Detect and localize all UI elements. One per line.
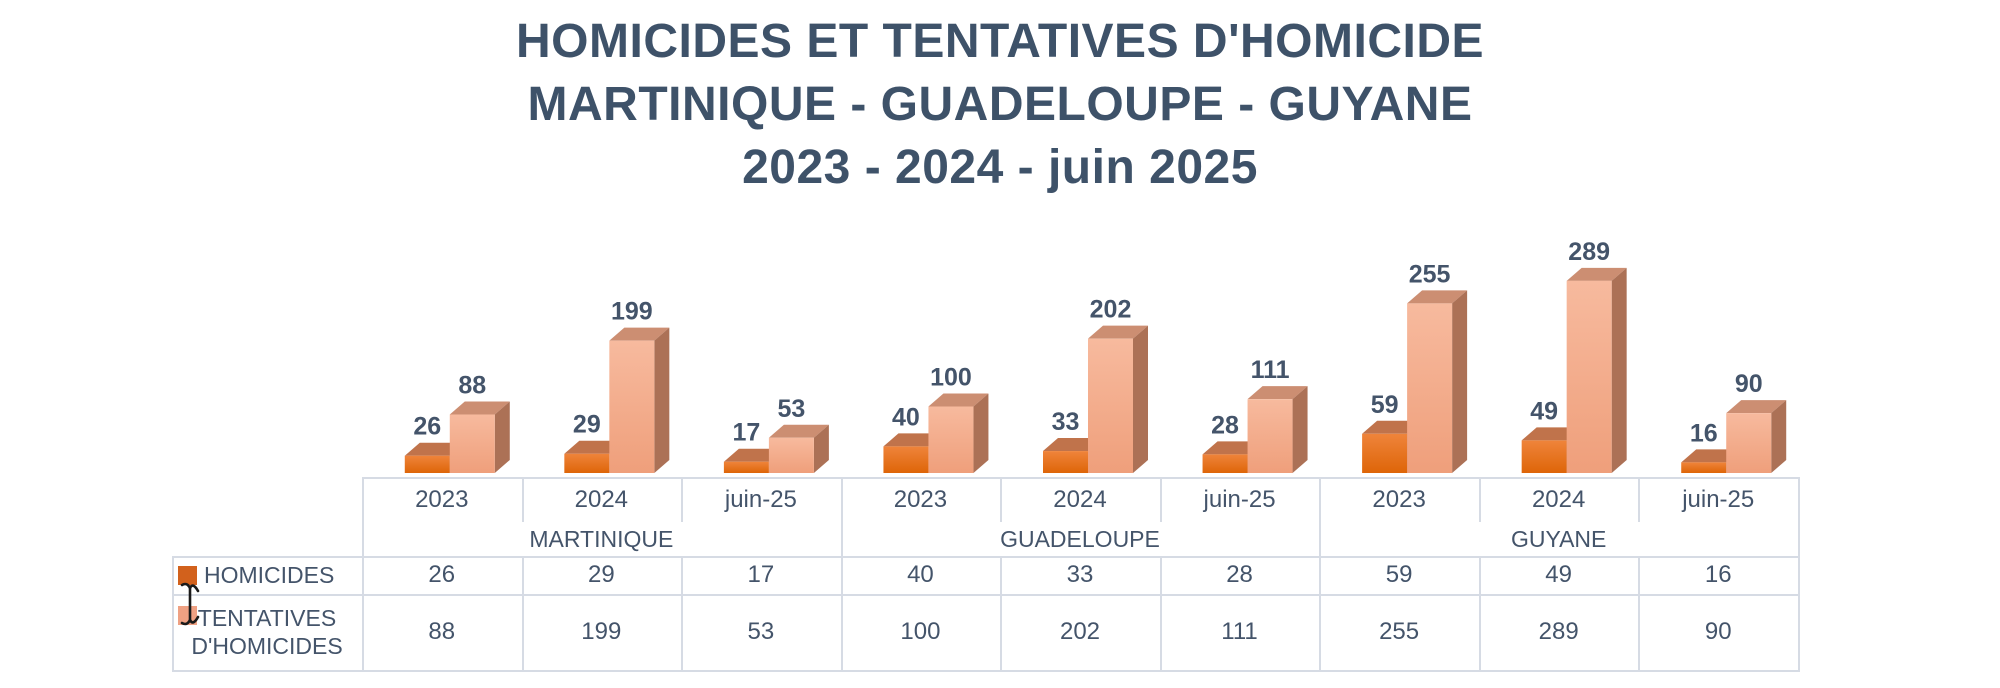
- tentatives-swatch-icon: [178, 606, 197, 625]
- bar-homicides-GUADELOUPE-2024[interactable]: [1043, 438, 1103, 473]
- table-cell-homicides-value[interactable]: 49: [1545, 561, 1572, 588]
- bar-homicides-MARTINIQUE-2024[interactable]: [564, 441, 624, 473]
- table-grid-line: [172, 670, 1800, 672]
- bar-tentatives-MARTINIQUE-juin-25[interactable]: [769, 425, 829, 473]
- bar-tentatives-GUYANE-juin-25[interactable]: [1726, 400, 1786, 473]
- table-cell-period[interactable]: 2023: [415, 485, 469, 513]
- bar-tentatives-MARTINIQUE-2024[interactable]: [609, 328, 669, 473]
- table-cell-homicides-value[interactable]: 28: [1226, 561, 1253, 588]
- bar-value-label: 16: [1689, 419, 1718, 448]
- chart-title: [0, 10, 2000, 199]
- table-cell-period[interactable]: 2023: [1372, 485, 1426, 513]
- chart-title-line2: MARTINIQUE - GUADELOUPE - GUYANE: [527, 78, 1473, 131]
- legend-item-tentatives[interactable]: [172, 594, 362, 670]
- table-cell-region-guyane[interactable]: GUYANE: [1510, 525, 1607, 552]
- bar-homicides-GUYANE-juin-25[interactable]: [1681, 449, 1741, 473]
- table-cell-tentatives-value[interactable]: 255: [1379, 618, 1420, 645]
- table-cell-period[interactable]: juin-25: [1203, 485, 1276, 513]
- table-cell-tentatives-value[interactable]: 289: [1538, 618, 1579, 645]
- bar-value-label: 29: [572, 410, 601, 439]
- bar-value-label: 28: [1211, 411, 1239, 440]
- bar-tentatives-GUYANE-2024[interactable]: [1567, 268, 1627, 473]
- table-cell-period[interactable]: juin-25: [724, 485, 797, 513]
- bar-value-label: 90: [1734, 370, 1763, 399]
- bar-value-label: 88: [458, 371, 487, 400]
- bar-tentatives-MARTINIQUE-2023[interactable]: [450, 401, 510, 473]
- table-cell-period[interactable]: 2024: [1053, 485, 1107, 513]
- bar-value-label: 40: [892, 403, 920, 432]
- bar-homicides-GUADELOUPE-juin-25[interactable]: [1203, 441, 1263, 473]
- bar-value-label: 289: [1568, 237, 1611, 266]
- bar-tentatives-GUYANE-2023[interactable]: [1407, 290, 1467, 473]
- table-cell-homicides-value[interactable]: 16: [1704, 561, 1732, 588]
- bar-value-label: 100: [930, 363, 972, 392]
- table-grid-line: [1798, 477, 1800, 672]
- table-cell-homicides-value[interactable]: 33: [1066, 561, 1094, 588]
- bar-tentatives-GUADELOUPE-2024[interactable]: [1088, 326, 1148, 473]
- bar-homicides-GUYANE-2024[interactable]: [1522, 427, 1582, 473]
- bar-tentatives-GUADELOUPE-juin-25[interactable]: [1248, 386, 1308, 473]
- legend-tentatives-label: TENTATIVES D'HOMICIDES: [191, 605, 343, 659]
- table-cell-period[interactable]: 2024: [1531, 485, 1586, 513]
- homicides-swatch-icon: [178, 566, 197, 585]
- bar-homicides-GUADELOUPE-2023[interactable]: [883, 433, 943, 473]
- bar-value-label: 33: [1051, 408, 1080, 437]
- table-cell-homicides-value[interactable]: 40: [907, 561, 934, 588]
- table-cell-tentatives-value[interactable]: 53: [747, 618, 775, 645]
- bar-value-label: 202: [1089, 295, 1132, 324]
- chart-title-line1: HOMICIDES ET TENTATIVES D'HOMICIDE: [516, 15, 1484, 68]
- legend-item-homicides[interactable]: [172, 556, 362, 594]
- table-cell-homicides-value[interactable]: 17: [747, 561, 775, 588]
- table-cell-period[interactable]: 2023: [893, 485, 948, 513]
- table-cell-homicides-value[interactable]: 29: [587, 561, 615, 588]
- table-cell-tentatives-value[interactable]: 111: [1221, 618, 1258, 645]
- bar-homicides-MARTINIQUE-2023[interactable]: [405, 443, 465, 473]
- bar-homicides-MARTINIQUE-juin-25[interactable]: [724, 449, 784, 473]
- bar-value-label: 53: [777, 394, 806, 423]
- bar-tentatives-GUADELOUPE-2023[interactable]: [928, 394, 988, 474]
- bar-value-label: 111: [1250, 356, 1290, 385]
- table-cell-tentatives-value[interactable]: 88: [428, 618, 456, 645]
- bar-value-label: 59: [1370, 390, 1399, 419]
- bar-value-label: 199: [610, 297, 653, 326]
- table-cell-region-martinique[interactable]: MARTINIQUE: [529, 525, 674, 552]
- legend-homicides-label: HOMICIDES: [204, 561, 335, 588]
- table-cell-tentatives-value[interactable]: 202: [1059, 618, 1101, 645]
- chart-title-line3: 2023 - 2024 - juin 2025: [742, 141, 1258, 194]
- table-cell-tentatives-value[interactable]: 100: [900, 618, 941, 645]
- table-cell-tentatives-value[interactable]: 90: [1704, 618, 1732, 645]
- table-cell-region-guadeloupe[interactable]: GUADELOUPE: [1000, 525, 1160, 552]
- bar-value-label: 17: [732, 418, 761, 447]
- table-cell-period[interactable]: 2024: [574, 485, 629, 513]
- bar-value-label: 255: [1408, 260, 1451, 289]
- bar-value-label: 49: [1530, 397, 1559, 426]
- table-cell-tentatives-value[interactable]: 199: [581, 618, 622, 645]
- bar-value-label: 26: [413, 412, 442, 441]
- table-cell-homicides-value[interactable]: 26: [428, 561, 456, 588]
- table-cell-period[interactable]: juin-25: [1682, 485, 1755, 513]
- table-cell-homicides-value[interactable]: 59: [1385, 561, 1413, 588]
- bar-homicides-GUYANE-2023[interactable]: [1362, 421, 1422, 473]
